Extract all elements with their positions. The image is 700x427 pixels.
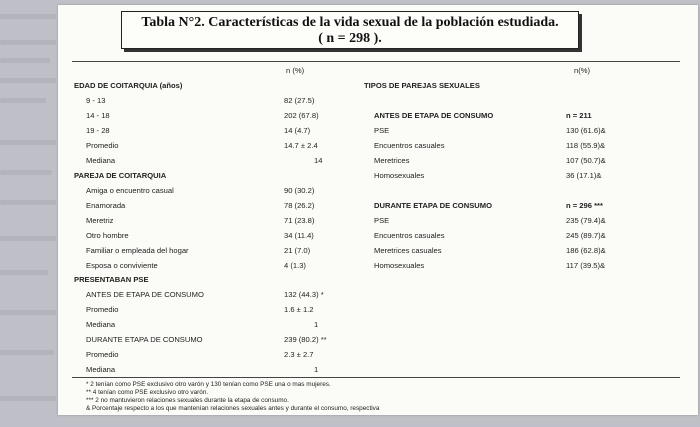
pareja-value: 4 (1.3)	[284, 261, 306, 270]
bottom-rule	[72, 377, 680, 378]
antes-n: n = 211	[566, 111, 592, 120]
footnote: ** 4 tenían como PSE exclusivo otro varón.	[86, 389, 209, 396]
antes-value: 36 (17.1)&	[566, 171, 602, 180]
pse-value: 1	[314, 320, 319, 329]
pse-label: Promedio	[86, 305, 119, 314]
edad-value: 82 (27.5)	[284, 96, 315, 105]
pse-value: 1.6 ± 1.2	[284, 305, 314, 314]
table-title	[121, 11, 579, 49]
pse-value: 2.3 ± 2.7	[284, 350, 314, 359]
edad-value: 14 (4.7)	[284, 126, 311, 135]
footnote: *** 2 no mantuvieron relaciones sexuales durante la etapa de consumo.	[86, 397, 289, 404]
pareja-value: 90 (30.2)	[284, 186, 315, 195]
durante-label: Encuentros casuales	[374, 231, 445, 240]
antes-label: PSE	[374, 126, 390, 135]
pareja-label: Otro hombre	[86, 231, 129, 240]
durante-n: n = 296 ***	[566, 201, 603, 210]
table-page	[58, 5, 698, 415]
edad-label: 19 - 28	[86, 126, 110, 135]
pse-label: Mediana	[86, 320, 116, 329]
edad-heading: EDAD DE COITARQUIA (años)	[74, 81, 183, 90]
durante-value: 235 (79.4)&	[566, 216, 606, 225]
edad-value: 202 (67.8)	[284, 111, 319, 120]
pse-heading: PRESENTABAN PSE	[74, 275, 149, 284]
durante-value: 117 (39.5)&	[566, 261, 606, 270]
antes-value: 107 (50.7)&	[566, 156, 606, 165]
footnote: * 2 tenían como PSE exclusivo otro varón y 130 tenían como PSE una o mas mujeres.	[86, 381, 331, 388]
durante-label: PSE	[374, 216, 390, 225]
durante-value: 245 (89.7)&	[566, 231, 606, 240]
pse-label: Promedio	[86, 350, 119, 359]
durante-label: Homosexuales	[374, 261, 425, 270]
right-n-header: n(%)	[574, 66, 591, 75]
pareja-label: Esposa o conviviente	[86, 261, 158, 270]
durante-heading: DURANTE ETAPA DE CONSUMO	[374, 201, 492, 210]
pse-value: 132 (44.3) *	[284, 290, 324, 299]
antes-value: 118 (55.9)&	[566, 141, 606, 150]
edad-label: Promedio	[86, 141, 119, 150]
footnote: & Porcentaje respecto a los que mantenían relaciones sexuales antes y durante el consumo, respectiva	[86, 405, 380, 412]
pse-label: DURANTE ETAPA DE CONSUMO	[86, 335, 203, 344]
pareja-label: Meretriz	[86, 216, 114, 225]
pareja-value: 34 (11.4)	[284, 231, 314, 240]
edad-value: 14	[314, 156, 323, 165]
top-rule	[72, 61, 680, 62]
durante-value: 186 (62.8)&	[566, 246, 606, 255]
pareja-heading: PAREJA DE COITARQUIA	[74, 171, 167, 180]
antes-value: 130 (61.6)&	[566, 126, 606, 135]
edad-value: 14.7 ± 2.4	[284, 141, 318, 150]
pareja-label: Enamorada	[86, 201, 126, 210]
pse-value: 239 (80.2) **	[284, 335, 327, 344]
left-n-header: n (%)	[286, 66, 305, 75]
durante-label: Meretrices casuales	[374, 246, 442, 255]
pareja-label: Amiga o encuentro casual	[86, 186, 174, 195]
table-title-line2: ( n = 298 ).	[318, 31, 382, 46]
tipos-heading: TIPOS DE PAREJAS SEXUALES	[364, 81, 480, 90]
antes-label: Encuentros casuales	[374, 141, 445, 150]
antes-label: Meretrices	[374, 156, 410, 165]
edad-label: 9 - 13	[86, 96, 106, 105]
pareja-value: 71 (23.8)	[284, 216, 315, 225]
antes-heading: ANTES DE ETAPA DE CONSUMO	[374, 111, 494, 120]
pareja-label: Familiar o empleada del hogar	[86, 246, 189, 255]
table-title-line1: Tabla N°2. Características de la vida sexual de la población estudiada.	[141, 15, 559, 30]
pareja-value: 21 (7.0)	[284, 246, 311, 255]
antes-label: Homosexuales	[374, 171, 425, 180]
edad-label: Mediana	[86, 156, 116, 165]
pse-label: ANTES DE ETAPA DE CONSUMO	[86, 290, 204, 299]
pareja-value: 78 (26.2)	[284, 201, 315, 210]
pse-value: 1	[314, 365, 319, 374]
pse-label: Mediana	[86, 365, 116, 374]
edad-label: 14 - 18	[86, 111, 110, 120]
